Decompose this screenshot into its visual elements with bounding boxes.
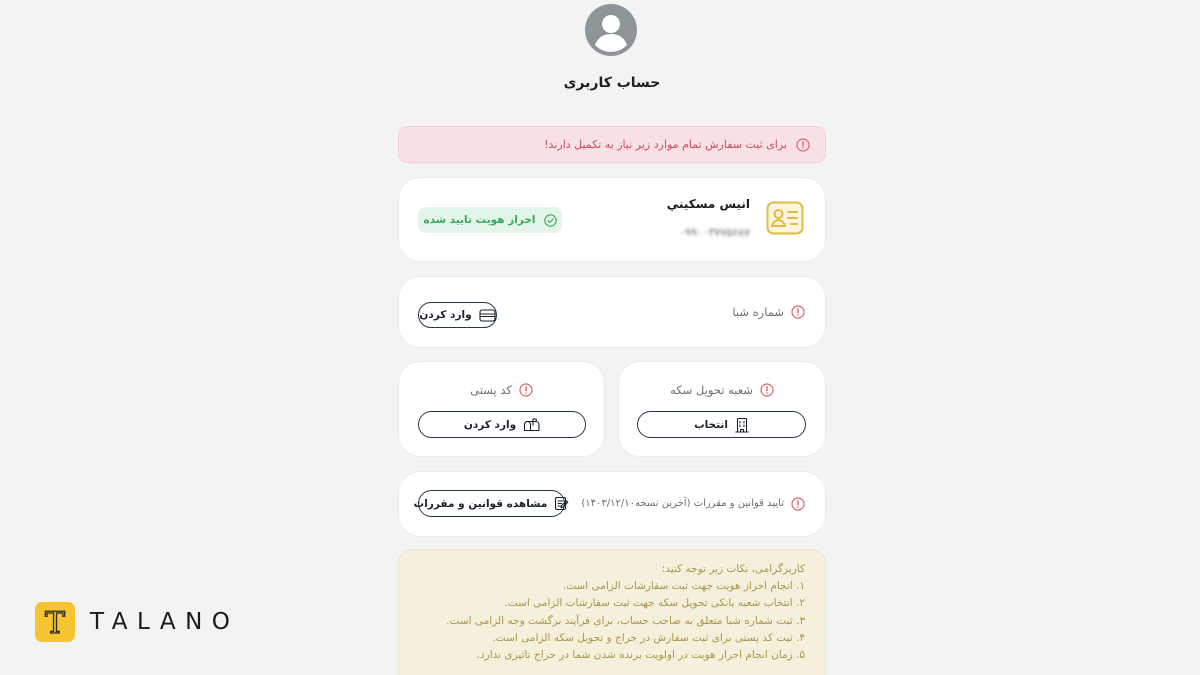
sheba-card <box>398 276 826 348</box>
alert-text: برای ثبت سفارش تمام موارد زیر نیاز به تکمیل دارند! <box>544 137 787 151</box>
sheba-label-row <box>732 304 805 320</box>
user-avatar-icon <box>585 4 637 56</box>
postal-code-label-row <box>399 382 604 398</box>
terms-label-row <box>581 496 805 512</box>
brand-name: TALANO <box>90 609 240 635</box>
mailbox-icon <box>523 418 540 432</box>
warning-circle-icon <box>796 138 810 152</box>
page-title: حساب کاربری <box>563 75 661 91</box>
note-item: ۳. ثبت شماره شبا متعلق به صاحب حساب، برای فرآیند برگشت وجه الزامی است. <box>446 614 805 627</box>
warning-circle-icon <box>760 383 774 397</box>
notes-heading: کاربرگرامی، نکات زیر توجه کنید: <box>661 563 805 575</box>
user-name: انیس مسکيني <box>666 197 750 211</box>
terms-label: تایید قوانین و مقررات (آخرین نسخه۱۴۰۳/۱۲/۱۰) <box>581 498 784 509</box>
identity-card <box>398 177 826 262</box>
branch-label: شعبه تحویل سکه <box>670 383 753 397</box>
check-circle-icon <box>544 214 557 227</box>
branch-select-button-label: انتخاب <box>694 418 728 431</box>
branch-card <box>618 361 826 457</box>
sheba-label: شماره شبا <box>732 305 784 319</box>
branch-select-button[interactable] <box>637 411 806 438</box>
view-terms-button-label: مشاهده قوانین و مقررات <box>413 497 548 510</box>
view-terms-button[interactable] <box>413 490 565 517</box>
sheba-enter-button-label: وارد کردن <box>419 309 472 321</box>
note-item: ۱. انجام احراز هویت جهت ثبت سفارشات الزامی است. <box>562 580 805 593</box>
svg-text:T: T <box>44 606 66 641</box>
required-info-alert <box>398 126 826 163</box>
postal-code-label: کد پستی <box>470 383 512 397</box>
notes-box <box>398 549 826 675</box>
warning-circle-icon <box>791 497 805 511</box>
building-icon <box>735 417 749 433</box>
branch-label-row <box>619 382 825 398</box>
brand-logo-icon <box>35 602 75 642</box>
note-item: ۲. انتخاب شعبه بانکی تحویل سکه جهت ثبت سفارشات الزامی است. <box>504 597 805 610</box>
postal-code-enter-button-label: وارد کردن <box>463 418 517 431</box>
warning-circle-icon <box>791 305 805 319</box>
terms-card <box>398 471 826 537</box>
verified-badge-label: احراز هویت تایید شده <box>423 214 536 226</box>
document-edit-icon <box>554 496 569 511</box>
postal-code-enter-button[interactable] <box>418 411 586 438</box>
id-card-icon <box>766 201 804 235</box>
warning-circle-icon <box>519 383 533 397</box>
note-item: ۴. ثبت کد پستی برای ثبت سفارش در حراج و تحویل سکه الزامی است. <box>492 631 805 644</box>
verified-badge <box>418 207 562 233</box>
note-item: ۵. زمان انجام احراز هویت در اولویت برنده شدن شما در حراج تاثیری ندارد. <box>476 649 805 662</box>
credit-card-icon <box>479 309 496 322</box>
postal-code-card <box>398 361 605 457</box>
sheba-enter-button[interactable] <box>418 302 497 328</box>
user-phone: ۰۹۹۰۰۳۷۷۵۶۸۷ <box>679 226 750 239</box>
